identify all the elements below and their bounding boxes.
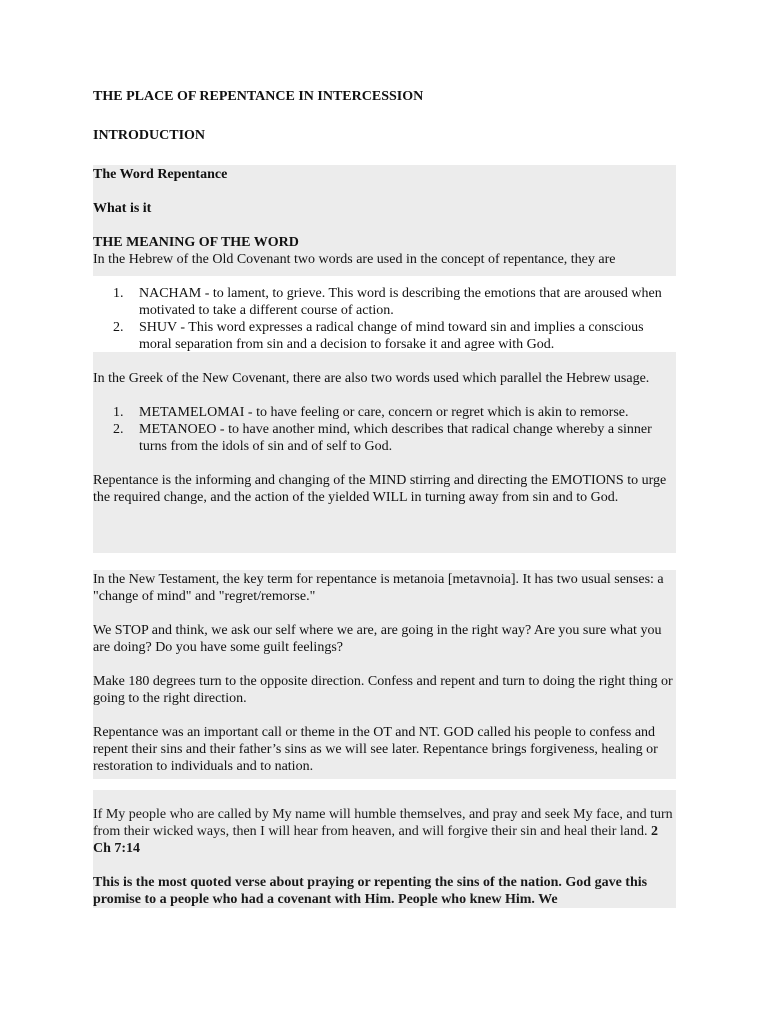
gap bbox=[93, 217, 676, 234]
list-number: 2. bbox=[113, 422, 124, 437]
verse-reference: 2 Ch 7:14 bbox=[93, 824, 659, 856]
section1-content bbox=[93, 165, 676, 506]
list-text: NACHAM - to lament, to grieve. This word is describing the emotions that are aroused when motivated to take a different course of action. bbox=[139, 286, 662, 318]
gap bbox=[93, 455, 676, 472]
word-repentance-heading: The Word Repentance bbox=[93, 167, 228, 182]
document-title: THE PLACE OF REPENTANCE IN INTERCESSION bbox=[93, 89, 424, 104]
list-item bbox=[93, 421, 676, 455]
list-number: 2. bbox=[113, 320, 124, 335]
gap bbox=[93, 268, 676, 285]
list-text: METAMELOMAI - to have feeling or care, concern or regret which is akin to remorse. bbox=[139, 405, 629, 420]
list-item bbox=[93, 319, 676, 353]
gap bbox=[93, 183, 676, 200]
gap bbox=[93, 707, 676, 724]
nt-paragraph-4: Repentance was an important call or theme in the OT and NT. GOD called his people to confess and repent their sins and their father’s sins as we will see later. Repentance brings forgiveness, healing or restoration to individuals and to nation. bbox=[93, 725, 658, 774]
greek-intro: In the Greek of the New Covenant, there are also two words used which parallel the Hebrew usage. bbox=[93, 371, 650, 386]
gap bbox=[93, 353, 676, 370]
section-new-testament bbox=[93, 570, 676, 779]
list-number: 1. bbox=[113, 405, 124, 420]
gap bbox=[93, 656, 676, 673]
list-text: METANOEO - to have another mind, which describes that radical change whereby a sinner turns from the idols of sin and of self to God. bbox=[139, 422, 652, 454]
gap bbox=[93, 605, 676, 622]
list-item bbox=[93, 285, 676, 319]
hebrew-intro: In the Hebrew of the Old Covenant two words are used in the concept of repentance, they are bbox=[93, 252, 616, 267]
gap bbox=[93, 857, 676, 874]
introduction-heading: INTRODUCTION bbox=[93, 128, 206, 143]
nt-paragraph-1: In the New Testament, the key term for repentance is metanoia [metavnoia]. It has two usual senses: a "change of mind" and "regret/remorse." bbox=[93, 572, 664, 604]
list-number: 1. bbox=[113, 286, 124, 301]
gap bbox=[93, 387, 676, 404]
meaning-heading: THE MEANING OF THE WORD bbox=[93, 235, 299, 250]
nt-paragraph-3: Make 180 degrees turn to the opposite direction. Confess and repent and turn to doing the right thing or going to the right direction. bbox=[93, 674, 673, 706]
list-item bbox=[93, 404, 676, 421]
what-is-it-heading: What is it bbox=[93, 201, 152, 216]
greek-list bbox=[93, 404, 676, 455]
section-verse bbox=[93, 790, 676, 908]
hebrew-list bbox=[93, 285, 676, 353]
verse-commentary: This is the most quoted verse about praying or repenting the sins of the nation. God gave this promise to a people who had a covenant with Him. People who knew Him. We bbox=[93, 875, 648, 907]
repentance-definition: Repentance is the informing and changing of the MIND stirring and directing the EMOTIONS to urge the required change, and the action of the yielded WILL in turning away from sin and to God. bbox=[93, 473, 667, 505]
nt-paragraph-2: We STOP and think, we ask our self where we are, are going in the right way? Are you sure what you are doing? Do you have some guilt feelings? bbox=[93, 623, 662, 655]
verse-text bbox=[93, 806, 676, 857]
list-text: SHUV - This word expresses a radical change of mind toward sin and implies a conscious moral separation from sin and a decision to forsake it and agree with God. bbox=[139, 320, 644, 352]
verse-body: If My people who are called by My name will humble themselves, and pray and seek My face, and turn from their wicked ways, then I will hear from heaven, and will forgive their sin and heal their land. bbox=[93, 807, 673, 839]
